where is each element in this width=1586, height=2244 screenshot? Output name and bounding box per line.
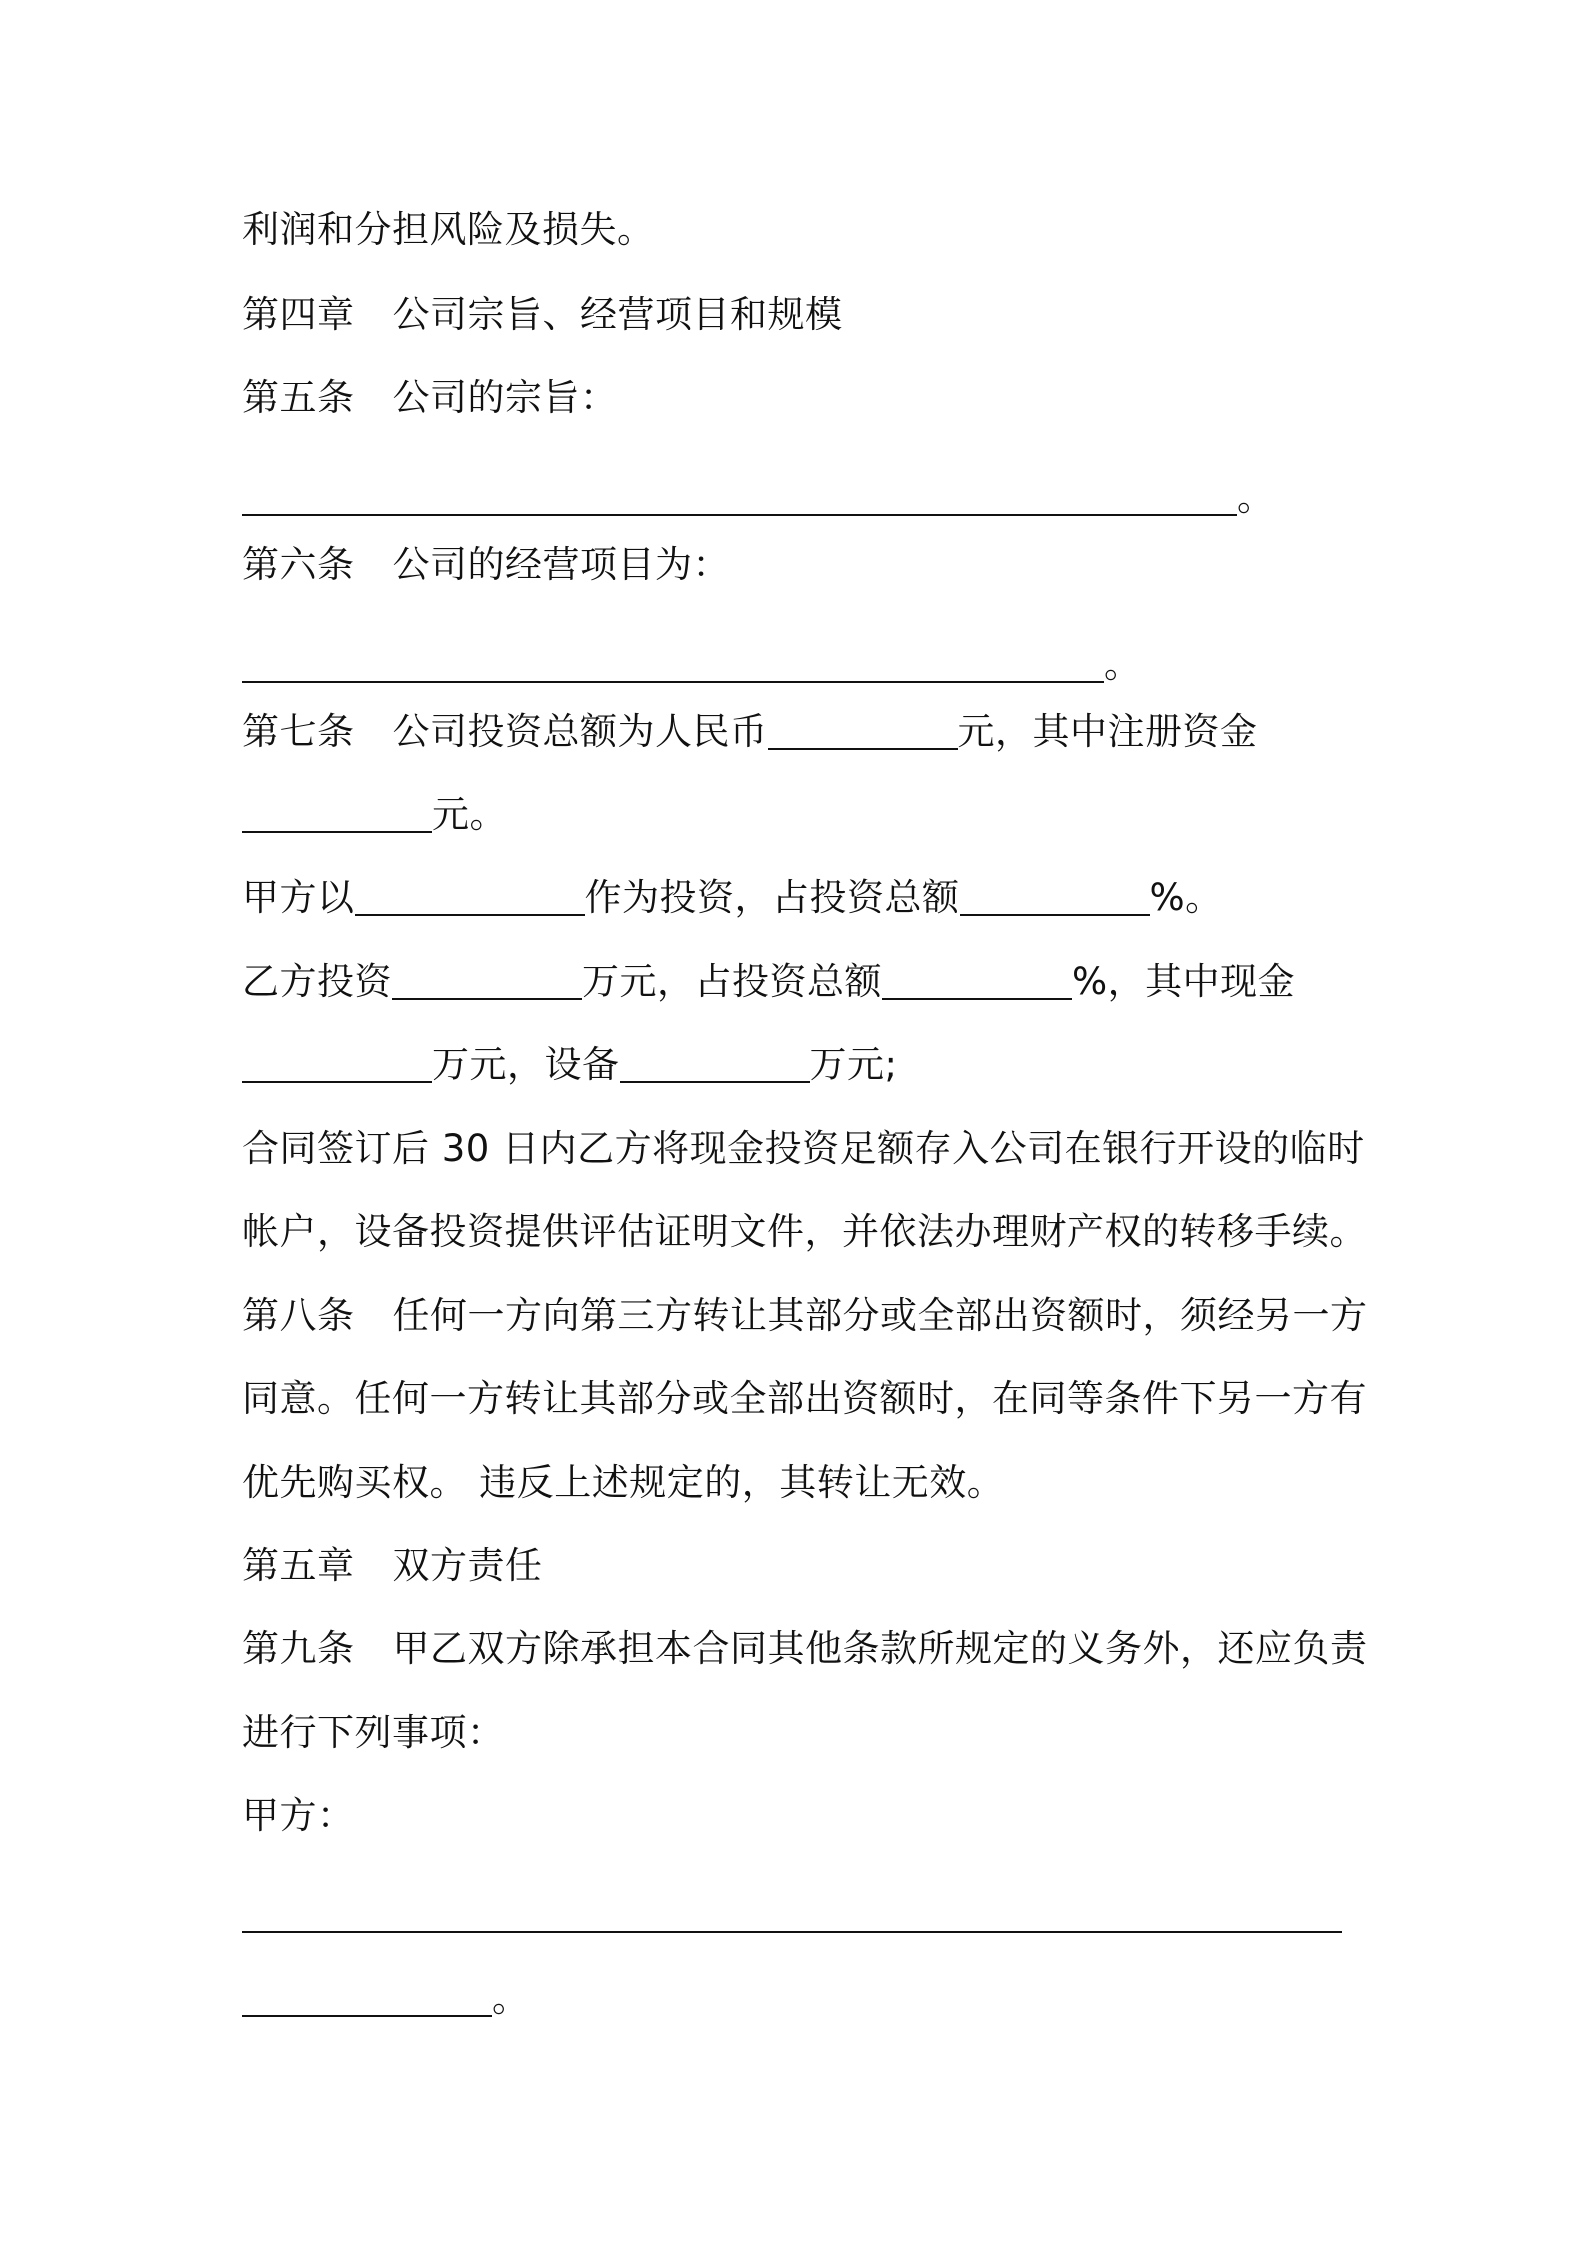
fill-in-blank xyxy=(768,712,958,750)
article-number: 第七条 xyxy=(242,710,355,753)
fill-in-blank xyxy=(242,795,432,833)
fill-in-blank xyxy=(960,878,1150,916)
line-text: 进行下列事项： xyxy=(242,1711,505,1754)
article-7 xyxy=(242,707,1258,757)
line-text: 甲方： xyxy=(242,1794,355,1837)
fill-in-blank xyxy=(882,962,1072,1000)
article-number: 第六条 xyxy=(242,543,355,586)
text-line-13 xyxy=(242,1207,1367,1257)
article-text: 元，其中注册资金 xyxy=(957,710,1258,753)
text-line-12 xyxy=(242,1124,1365,1174)
line-end: 。 xyxy=(1237,476,1275,519)
party-b-investment-cont xyxy=(242,1040,897,1090)
line-end: 。 xyxy=(492,1977,530,2020)
line-text: %，其中现金 xyxy=(1072,960,1296,1003)
text-line-1 xyxy=(242,205,655,255)
chapter-title: 公司宗旨、经营项目和规模 xyxy=(392,293,843,336)
party-a-blank-line xyxy=(242,1890,1342,1940)
text-line-15 xyxy=(242,1374,1367,1424)
article-5 xyxy=(242,373,618,423)
fill-in-blank xyxy=(355,878,585,916)
fill-in-blank xyxy=(242,1045,432,1083)
chapter-title: 双方责任 xyxy=(392,1544,543,1587)
party-b-investment xyxy=(242,957,1295,1007)
line-text: 万元; xyxy=(809,1043,898,1086)
article-7-cont xyxy=(242,790,507,840)
line-text: 优先购买权。 违反上述规定的，其转让无效。 xyxy=(242,1461,1005,1504)
text-line-16 xyxy=(242,1458,1004,1508)
line-text: 利润和分担风险及损失。 xyxy=(242,208,655,251)
party-a-investment xyxy=(242,873,1223,923)
article-text: 甲乙双方除承担本合同其他条款所规定的义务外，还应负责 xyxy=(392,1627,1368,1670)
line-text: 万元，设备 xyxy=(432,1043,620,1086)
article-text: 公司投资总额为人民币 xyxy=(392,710,768,753)
article-text: 公司的宗旨： xyxy=(392,376,618,419)
article-text: 公司的经营项目为： xyxy=(392,543,730,586)
fill-in-blank xyxy=(242,645,1104,683)
line-text: 乙方投资 xyxy=(242,960,392,1003)
chapter-number: 第五章 xyxy=(242,1544,355,1587)
party-a-blank-line-end xyxy=(242,1974,530,2024)
article-6-blank-line xyxy=(242,640,1142,690)
line-text: 作为投资，占投资总额 xyxy=(584,876,960,919)
line-text: 甲方以 xyxy=(242,876,355,919)
article-6 xyxy=(242,540,730,590)
article-text: 任何一方向第三方转让其部分或全部出资额时，须经另一方 xyxy=(392,1294,1368,1337)
fill-in-blank xyxy=(392,962,582,1000)
article-number: 第五条 xyxy=(242,376,355,419)
article-9 xyxy=(242,1624,1368,1674)
line-end: 。 xyxy=(1104,643,1142,686)
fill-in-blank xyxy=(242,478,1237,516)
line-text: 合同签订后 30 日内乙方将现金投资足额存入公司在银行开设的临时 xyxy=(242,1127,1365,1170)
fill-in-blank xyxy=(620,1045,810,1083)
article-5-blank-line xyxy=(242,473,1275,523)
article-number: 第八条 xyxy=(242,1294,355,1337)
line-text: 万元，占投资总额 xyxy=(582,960,882,1003)
party-a-label xyxy=(242,1791,355,1841)
line-text: 元。 xyxy=(432,793,507,836)
line-text: 帐户，设备投资提供评估证明文件，并依法办理财产权的转移手续。 xyxy=(242,1210,1367,1253)
chapter-4-heading xyxy=(242,290,843,340)
article-8 xyxy=(242,1291,1368,1341)
chapter-number: 第四章 xyxy=(242,293,355,336)
chapter-5-heading xyxy=(242,1541,543,1591)
line-text: %。 xyxy=(1149,876,1223,919)
fill-in-blank xyxy=(242,1979,492,2017)
text-line-19 xyxy=(242,1708,505,1758)
fill-in-blank xyxy=(242,1895,1342,1933)
line-text: 同意。任何一方转让其部分或全部出资额时，在同等条件下另一方有 xyxy=(242,1377,1367,1420)
article-number: 第九条 xyxy=(242,1627,355,1670)
